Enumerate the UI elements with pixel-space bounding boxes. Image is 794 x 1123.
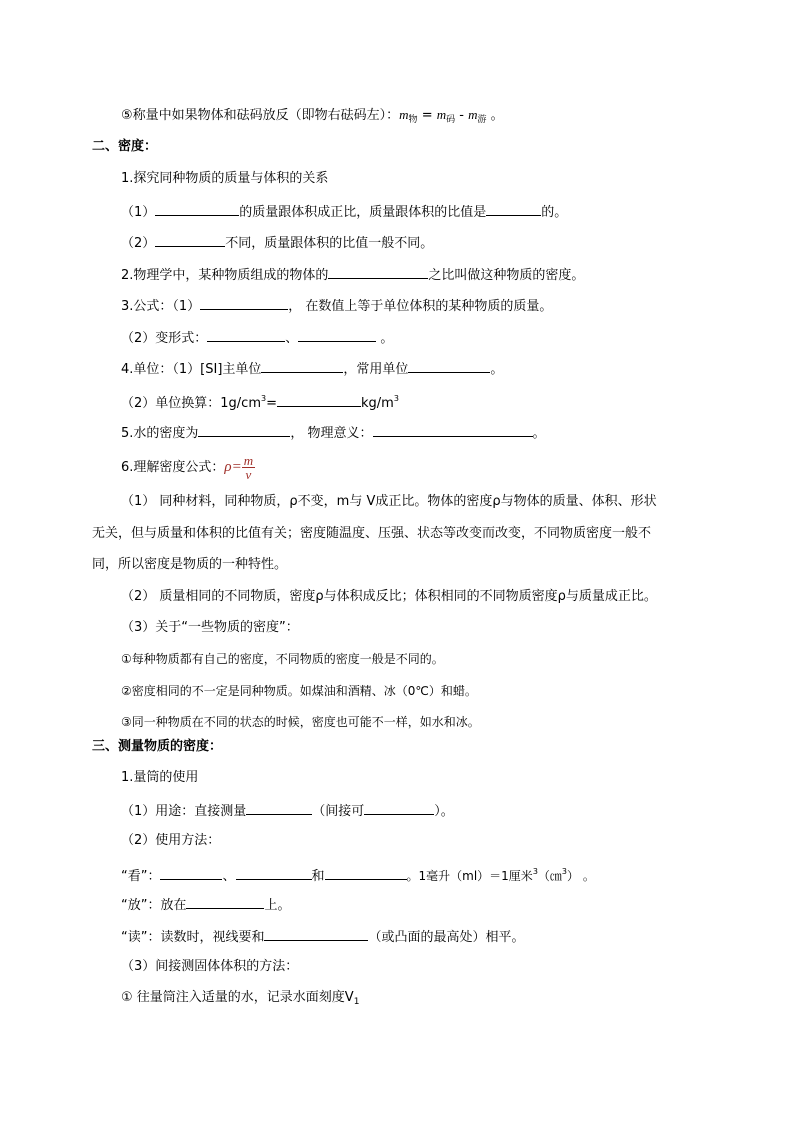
- text: 不同，质量跟体积的比值一般不同。: [225, 236, 434, 251]
- superscript: 3: [532, 867, 538, 876]
- cylinder-place: [121, 894, 291, 916]
- text: 2.物理学中，某种物质组成的物体的: [121, 268, 329, 283]
- fill-blank[interactable]: [298, 327, 376, 342]
- text: 5.水的密度为: [121, 426, 199, 441]
- density-formula-variants: [121, 327, 393, 349]
- formula-sub-rider: 游: [477, 115, 487, 125]
- density-definition: [121, 264, 584, 286]
- understanding-2: （2） 质量相同的不同物质，密度ρ与体积成反比；体积相同的不同物质密度ρ与质量成正比。: [121, 589, 657, 604]
- text: 的质量跟体积成正比，质量跟体积的比值是: [239, 205, 487, 220]
- fill-blank[interactable]: [207, 327, 285, 342]
- formula-equals: =: [417, 108, 437, 123]
- text: （间接可: [312, 804, 365, 819]
- fill-blank[interactable]: [373, 422, 533, 437]
- text: ）。: [434, 804, 454, 819]
- superscript: 3: [261, 394, 267, 403]
- density-p1-title: 1.探究同种物质的质量与体积的关系: [121, 171, 329, 186]
- understanding-1-line2: 无关，但与质量和体积的比值有关；密度随温度、压强、状态等改变而改变，不同物质密度一般不: [92, 526, 652, 541]
- text: 、: [222, 869, 236, 884]
- fill-blank[interactable]: [246, 800, 312, 815]
- fill-blank[interactable]: [261, 358, 343, 373]
- formula-sub-object: 物: [408, 115, 418, 125]
- understanding-3-item1: ①每种物质都有自己的密度，不同物质的密度一般是不同的。: [121, 652, 444, 666]
- fill-blank[interactable]: [325, 865, 407, 880]
- fill-blank[interactable]: [277, 392, 361, 407]
- text: “放”：放在: [121, 898, 187, 913]
- density-p1-2: [121, 232, 433, 254]
- density-p1-1: [121, 201, 567, 223]
- superscript: 3: [393, 394, 399, 403]
- understanding-3-item2: ②密度相同的不一定是同种物质。如煤油和酒精、冰（0℃）和蜡。: [121, 684, 477, 698]
- text: 和: [311, 869, 325, 884]
- text: ，常用单位: [343, 362, 409, 377]
- rho-symbol: ρ=: [224, 459, 242, 475]
- text: 。: [376, 331, 394, 346]
- fill-blank[interactable]: [186, 894, 264, 909]
- text: “看”：: [121, 869, 161, 884]
- fraction-numerator: m: [243, 453, 254, 468]
- fill-blank[interactable]: [264, 926, 368, 941]
- formula-minus: -: [455, 108, 469, 123]
- text: （2）变形式：: [121, 331, 208, 346]
- text: 4.单位：（1）[SI]主单位: [121, 362, 262, 377]
- subscript: 1: [353, 997, 360, 1007]
- fill-blank[interactable]: [155, 201, 239, 216]
- mass-over-volume-fraction: [242, 454, 255, 481]
- formula-m: m: [436, 107, 447, 122]
- section3-title: 三、测量物质的密度：: [92, 739, 223, 754]
- text: 6.理解密度公式：: [121, 460, 225, 475]
- text: 。1毫升（ml）＝1厘米: [406, 869, 533, 883]
- text: （1）用途：直接测量: [121, 804, 247, 819]
- text: “读”：读数时，视线要和: [121, 930, 265, 945]
- text: 。: [490, 362, 504, 377]
- text: =: [266, 396, 277, 411]
- fill-blank[interactable]: [364, 800, 434, 815]
- density-formula: [121, 295, 552, 317]
- text: 上。: [264, 898, 291, 913]
- text: 3.公式：（1）: [121, 299, 201, 314]
- superscript: 3: [561, 867, 568, 876]
- fill-blank[interactable]: [236, 865, 312, 880]
- text: 的。: [541, 205, 568, 220]
- formula-m: m: [468, 107, 478, 122]
- note-text: ⑤称量中如果物体和砝码放反（即物右砝码左）：: [121, 108, 400, 123]
- fill-blank[interactable]: [155, 232, 225, 247]
- cylinder-read: [121, 926, 525, 948]
- formula-end: 。: [486, 108, 504, 123]
- understanding-3: （3）关于“一些物质的密度”：: [121, 620, 299, 635]
- fill-blank[interactable]: [408, 358, 490, 373]
- density-formula-understanding: [121, 452, 255, 483]
- cylinder-method-title: （2）使用方法：: [121, 833, 221, 848]
- fill-blank[interactable]: [198, 422, 290, 437]
- text: （或凸面的最高处）相平。: [368, 930, 525, 945]
- fill-blank[interactable]: [200, 295, 288, 310]
- unit-conversion: [121, 389, 399, 414]
- indirect-volume-method: （3）间接测固体体积的方法：: [121, 959, 299, 974]
- text: （2）单位换算：1g/cm: [121, 396, 261, 411]
- fill-blank[interactable]: [160, 865, 222, 880]
- text: （㎝: [537, 869, 562, 883]
- formula-m: m: [399, 107, 409, 122]
- label: （2）: [121, 236, 156, 251]
- section2-title: 二、密度：: [92, 139, 158, 154]
- cylinder-usage-title: 1.量筒的使用: [121, 770, 199, 785]
- understanding-1-line3: 同，所以密度是物质的一种特性。: [92, 557, 288, 572]
- text: ） 。: [567, 869, 595, 883]
- density-units: [121, 358, 503, 380]
- text: 、: [285, 331, 299, 346]
- fill-blank[interactable]: [486, 201, 541, 216]
- understanding-3-item3: ③同一种物质在不同的状态的时候，密度也可能不一样，如水和冰。: [121, 715, 480, 729]
- water-density: [121, 422, 546, 444]
- label: （1）: [121, 205, 156, 220]
- text: 之比叫做这种物质的密度。: [428, 268, 585, 283]
- understanding-1-line1: （1） 同种材料，同种物质，ρ不变，m与 V成正比。物体的密度ρ与物体的质量、体积、形状: [121, 494, 657, 509]
- text: 。: [532, 426, 546, 441]
- formula-sub-weight: 码: [446, 115, 456, 125]
- indirect-volume-step1: [121, 988, 359, 1012]
- cylinder-purpose: [121, 800, 454, 822]
- fraction-denominator: v: [245, 467, 252, 482]
- fill-blank[interactable]: [328, 264, 428, 279]
- text: ， 物理意义：: [290, 426, 373, 441]
- balance-reversed-note: [121, 105, 504, 130]
- text: kg/m: [361, 396, 394, 411]
- cylinder-look: [121, 862, 595, 887]
- text: ① 往量筒注入适量的水，记录水面刻度V: [121, 990, 354, 1005]
- text: ， 在数值上等于单位体积的某种物质的质量。: [288, 299, 553, 314]
